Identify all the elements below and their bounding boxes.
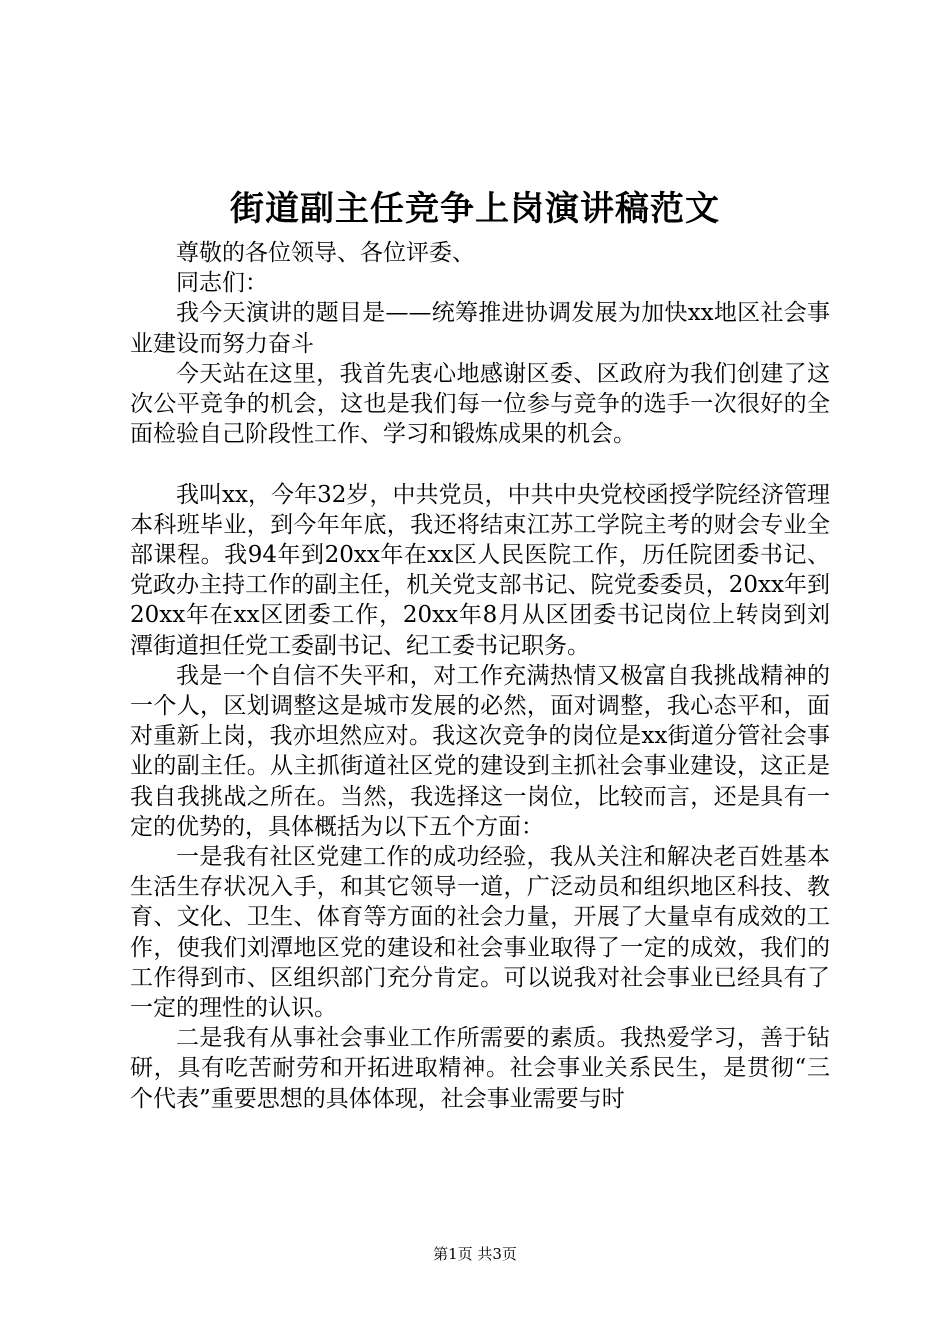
advantage-one-paragraph: 一是我有社区党建工作的成功经验，我从关注和解决老百姓基本生活生存状况入手，和其它领导一道，广泛动员和组织地区科技、教育、文化、卫生、体育等方面的社会力量，开展了大量卓有成效的工作，使我们刘潭地区党的建设和社会事业取得了一定的成效，我们的工作得到市、区组织部门充分肯定。可以说我对社会事业已经具有了一定的理性的认识。 bbox=[130, 844, 830, 1022]
speech-topic-paragraph: 我今天演讲的题目是——统筹推进协调发展为加快xx地区社会事业建设而努力奋斗 bbox=[130, 300, 830, 357]
thanks-paragraph: 今天站在这里，我首先衷心地感谢区委、区政府为我们创建了这次公平竞争的机会，这也是我们每一位参与竞争的选手一次很好的全面检验自己阶段性工作、学习和锻炼成果的机会。 bbox=[130, 360, 830, 448]
advantage-two-paragraph: 二是我有从事社会事业工作所需要的素质。我热爱学习，善于钻研，具有吃苦耐劳和开拓进取精神。社会事业关系民生，是贯彻“三个代表”重要思想的具体体现，社会事业需要与时 bbox=[130, 1025, 830, 1112]
document-title: 街道副主任竞争上岗演讲稿范文 bbox=[230, 189, 720, 229]
page-footer: 第1页 共3页 bbox=[433, 1245, 517, 1263]
salutation-line-2: 同志们： bbox=[176, 270, 268, 297]
self-introduction-paragraph: 我叫xx，今年32岁，中共党员，中共中央党校函授学院经济管理本科班毕业，到今年年底，我还将结束江苏工学院主考的财会专业全部课程。我94年到20xx年在xx区人民医院工作，历任院团委书记、党政办主持工作的副主任，机关党支部书记、院党委委员，20xx年到20xx年在xx区团委工作，20xx年8月从区团委书记岗位上转岗到刘潭街道担任党工委副书记、纪工委书记职务。 bbox=[130, 481, 830, 659]
salutation-line-1: 尊敬的各位领导、各位评委、 bbox=[176, 240, 475, 266]
personality-paragraph: 我是一个自信不失平和，对工作充满热情又极富自我挑战精神的一个人，区划调整这是城市发展的必然，面对调整，我心态平和，面对重新上岗，我亦坦然应对。我这次竞争的岗位是xx街道分管社会事业的副主任。从主抓街道社区党的建设到主抓社会事业建设，这正是我自我挑战之所在。当然，我选择这一岗位，比较而言，还是具有一定的优势的，具体概括为以下五个方面： bbox=[130, 662, 830, 840]
blank-line bbox=[130, 449, 830, 479]
document-body bbox=[130, 238, 830, 1114]
